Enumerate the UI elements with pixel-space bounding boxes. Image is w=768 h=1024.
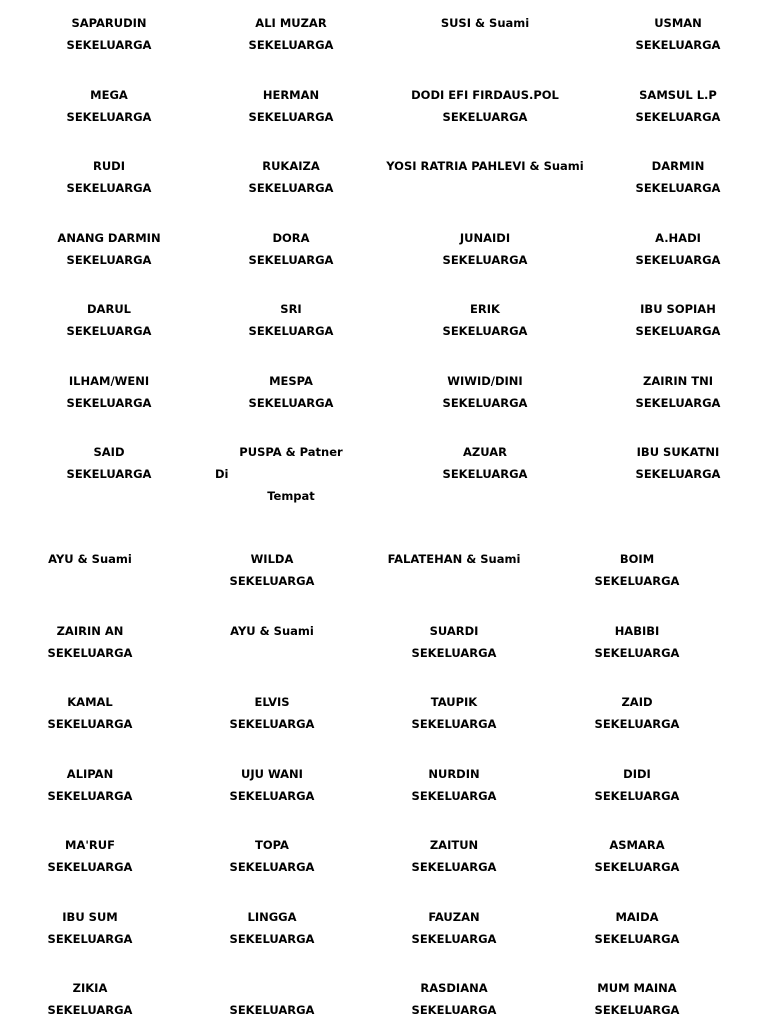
label-name: ALIPAN [66, 767, 114, 781]
label-sekeluarga: SEKELUARGA [594, 932, 680, 946]
label-sekeluarga: SEKELUARGA [66, 181, 152, 195]
label-sekeluarga: SEKELUARGA [635, 38, 721, 52]
label-sekeluarga: SEKELUARGA [248, 253, 334, 267]
label-name: MUM MAINA [597, 981, 677, 995]
label-sekeluarga: SEKELUARGA [248, 110, 334, 124]
label-sekeluarga: SEKELUARGA [248, 38, 334, 52]
label-sekeluarga: SEKELUARGA [594, 574, 680, 588]
label-name: KAMAL [67, 695, 113, 709]
label-name: AZUAR [463, 445, 507, 459]
label-sekeluarga: SEKELUARGA [594, 860, 680, 874]
label-name: ANANG DARMIN [57, 231, 161, 245]
label-name: ZIKIA [72, 981, 108, 995]
label-name: TOPA [255, 838, 289, 852]
label-name: DARUL [87, 302, 131, 316]
label-sekeluarga: SEKELUARGA [47, 717, 133, 731]
label-sekeluarga: SEKELUARGA [635, 253, 721, 267]
label-sekeluarga: SEKELUARGA [411, 1003, 497, 1017]
label-name: FALATEHAN & Suami [387, 552, 521, 566]
label-sekeluarga: SEKELUARGA [411, 860, 497, 874]
label-sekeluarga: SEKELUARGA [47, 789, 133, 803]
label-sekeluarga: SEKELUARGA [229, 932, 315, 946]
label-sekeluarga: SEKELUARGA [248, 324, 334, 338]
label-name: SAMSUL L.P [639, 88, 717, 102]
label-sekeluarga: SEKELUARGA [635, 467, 721, 481]
label-name: RASDIANA [420, 981, 488, 995]
label-sekeluarga: SEKELUARGA [635, 396, 721, 410]
label-sekeluarga: SEKELUARGA [594, 1003, 680, 1017]
label-sekeluarga: SEKELUARGA [442, 467, 528, 481]
label-name: SAID [93, 445, 125, 459]
label-sekeluarga: SEKELUARGA [66, 38, 152, 52]
label-name: WILDA [250, 552, 294, 566]
label-sekeluarga: SEKELUARGA [47, 932, 133, 946]
label-name: A.HADI [655, 231, 701, 245]
label-name: YOSI RATRIA PAHLEVI & Suami [386, 159, 584, 173]
label-name: ELVIS [254, 695, 290, 709]
label-name: ZAITUN [429, 838, 479, 852]
label-name: TAUPIK [430, 695, 478, 709]
label-name: AYU & Suami [48, 552, 132, 566]
label-name: IBU SUKATNI [636, 445, 720, 459]
label-sekeluarga: SEKELUARGA [411, 646, 497, 660]
label-name: ZAIRIN TNI [642, 374, 714, 388]
label-name: JUNAIDI [459, 231, 511, 245]
label-name: DARMIN [651, 159, 705, 173]
label-sekeluarga: SEKELUARGA [66, 467, 152, 481]
label-sekeluarga: SEKELUARGA [66, 110, 152, 124]
label-name: ZAIRIN AN [56, 624, 124, 638]
label-name: IBU SUM [62, 910, 118, 924]
label-name: HABIBI [614, 624, 660, 638]
label-name: SUARDI [429, 624, 479, 638]
label-name: SUSI & Suami [440, 16, 530, 30]
label-sekeluarga: SEKELUARGA [47, 646, 133, 660]
label-sekeluarga: SEKELUARGA [442, 396, 528, 410]
label-tempat: Tempat [267, 489, 315, 503]
label-name: AYU & Suami [230, 624, 314, 638]
label-sekeluarga: SEKELUARGA [594, 789, 680, 803]
label-name: SAPARUDIN [71, 16, 147, 30]
label-sekeluarga: SEKELUARGA [635, 181, 721, 195]
label-name: MEGA [90, 88, 128, 102]
label-name: RUKAIZA [262, 159, 320, 173]
label-name: LINGGA [247, 910, 297, 924]
label-name: SRI [280, 302, 302, 316]
label-name: NURDIN [428, 767, 480, 781]
label-name: MA'RUF [65, 838, 115, 852]
label-sekeluarga: SEKELUARGA [411, 789, 497, 803]
label-sekeluarga: SEKELUARGA [229, 860, 315, 874]
label-sekeluarga: SEKELUARGA [66, 396, 152, 410]
label-name: ALI MUZAR [255, 16, 327, 30]
label-name: DIDI [623, 767, 651, 781]
label-sekeluarga: SEKELUARGA [635, 324, 721, 338]
label-name: USMAN [654, 16, 702, 30]
label-sekeluarga: SEKELUARGA [229, 789, 315, 803]
label-name: DODI EFI FIRDAUS.POL [411, 88, 559, 102]
label-name: ERIK [470, 302, 500, 316]
label-name: HERMAN [262, 88, 320, 102]
label-name: ASMARA [609, 838, 665, 852]
label-sekeluarga: SEKELUARGA [66, 324, 152, 338]
label-sekeluarga: SEKELUARGA [229, 574, 315, 588]
label-name: RUDI [92, 159, 126, 173]
label-sekeluarga: SEKELUARGA [411, 932, 497, 946]
label-sekeluarga: SEKELUARGA [442, 324, 528, 338]
label-sekeluarga: SEKELUARGA [442, 253, 528, 267]
label-name: MAIDA [615, 910, 659, 924]
label-name: MESPA [269, 374, 313, 388]
label-name: PUSPA & Patner [239, 445, 343, 459]
label-sekeluarga: SEKELUARGA [594, 717, 680, 731]
label-di: Di [215, 467, 229, 481]
label-sekeluarga: SEKELUARGA [442, 110, 528, 124]
label-name: ILHAM/WENI [68, 374, 150, 388]
label-name: WIWID/DINI [447, 374, 523, 388]
label-sekeluarga: SEKELUARGA [229, 717, 315, 731]
label-sekeluarga: SEKELUARGA [635, 110, 721, 124]
label-sekeluarga: SEKELUARGA [411, 717, 497, 731]
label-name: DORA [272, 231, 310, 245]
label-name: ZAID [621, 695, 653, 709]
label-sekeluarga: SEKELUARGA [229, 1003, 315, 1017]
label-name: BOIM [619, 552, 655, 566]
label-sekeluarga: SEKELUARGA [47, 860, 133, 874]
label-sekeluarga: SEKELUARGA [47, 1003, 133, 1017]
label-name: UJU WANI [241, 767, 303, 781]
label-sekeluarga: SEKELUARGA [594, 646, 680, 660]
label-name: IBU SOPIAH [640, 302, 716, 316]
label-sekeluarga: SEKELUARGA [248, 181, 334, 195]
label-sekeluarga: SEKELUARGA [248, 396, 334, 410]
label-name: FAUZAN [428, 910, 480, 924]
label-sekeluarga: SEKELUARGA [66, 253, 152, 267]
